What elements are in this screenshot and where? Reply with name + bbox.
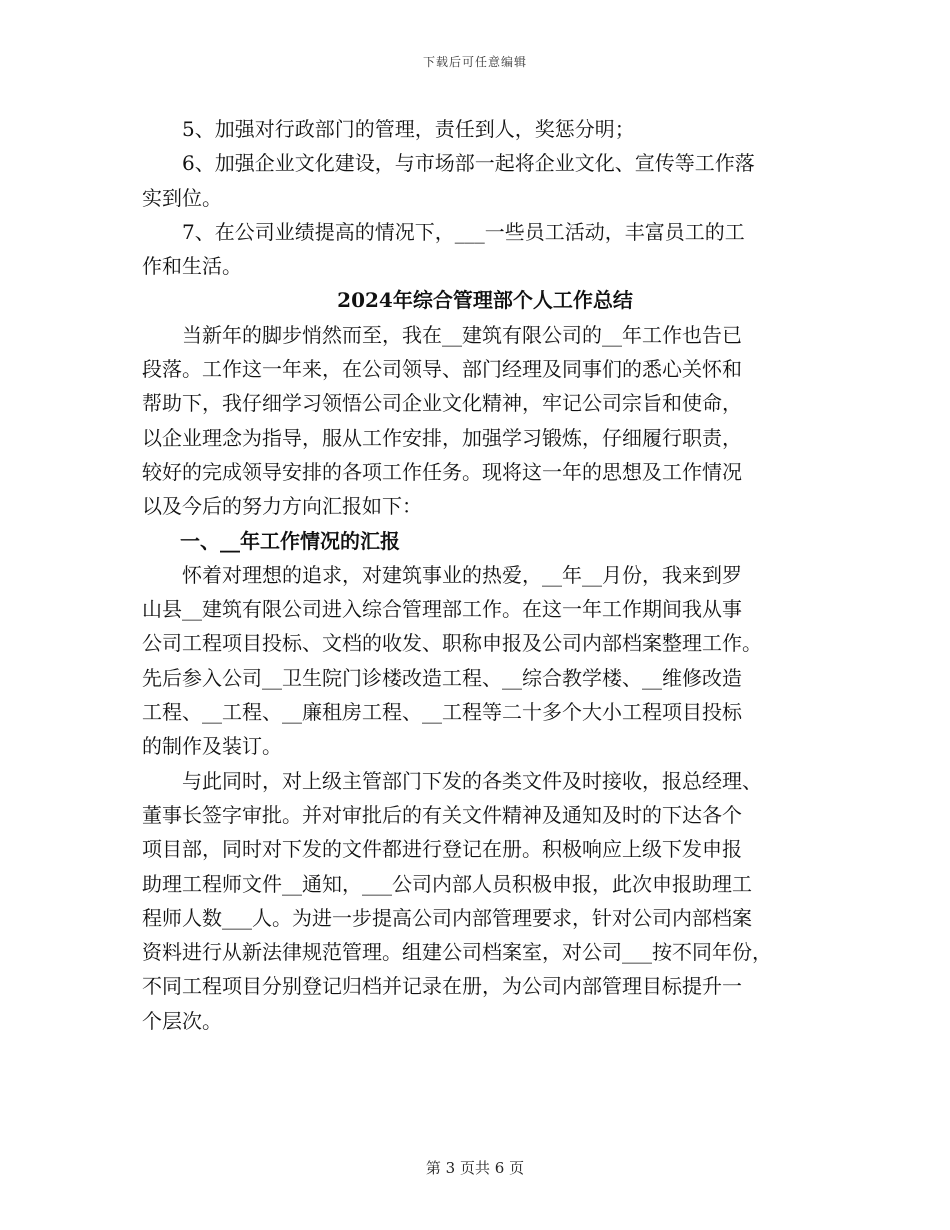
- paragraph-line: 的制作及装订。: [142, 734, 282, 759]
- paragraph-line: 项目部，同时对下发的文件都进行登记在册。积极响应上级下发申报: [142, 837, 742, 862]
- paragraph-line: 程师人数___人。为进一步提高公司内部管理要求，针对公司内部档案: [142, 905, 752, 930]
- paragraph-line: 5、加强对行政部门的管理，责任到人，奖惩分明；: [182, 117, 635, 141]
- paragraph-line: 工程、__工程、__廉租房工程、__工程等二十多个大小工程项目投标: [142, 700, 742, 725]
- paragraph-line: 实到位。: [142, 185, 222, 210]
- paragraph-line: 公司工程项目投标、文档的收发、职称申报及公司内部档案整理工作。: [142, 631, 762, 656]
- paragraph-line: 助理工程师文件__通知，___公司内部人员积极申报，此次申报助理工: [142, 871, 752, 896]
- paragraph-line: 作和生活。: [142, 254, 242, 279]
- paragraph-line: 以企业理念为指导，服从工作安排，加强学习锻炼，仔细履行职责，: [142, 425, 742, 450]
- page-footer: 第 3 页共 6 页: [425, 1159, 525, 1177]
- subsection-heading: 一、__年工作情况的汇报: [180, 528, 400, 553]
- paragraph-line: 先后参入公司__卫生院门诊楼改造工程、__综合教学楼、__维修改造: [142, 665, 742, 690]
- page-header: 下载后可任意编辑: [422, 55, 527, 69]
- paragraph-line: 董事长签字审批。并对审批后的有关文件精神及通知及时的下达各个: [142, 802, 742, 827]
- paragraph-line: 7、在公司业绩提高的情况下，___一些员工活动，丰富员工的工: [182, 219, 745, 244]
- paragraph-line: 与此同时，对上级主管部门下发的各类文件及时接收，报总经理、: [182, 768, 762, 793]
- paragraph-line: 段落。工作这一年来，在公司领导、部门经理及同事们的悉心关怀和: [142, 357, 742, 382]
- section-title: 2024年综合管理部个人工作总结: [337, 288, 633, 313]
- paragraph-line: 以及今后的努力方向汇报如下：: [142, 494, 422, 519]
- paragraph-line: 怀着对理想的追求，对建筑事业的热爱，__年__月份，我来到罗: [182, 562, 742, 587]
- paragraph-line: 不同工程项目分别登记归档并记录在册，为公司内部管理目标提升一: [142, 974, 742, 999]
- paragraph-line: 资料进行从新法律规范管理。组建公司档案室，对公司___按不同年份，: [142, 940, 772, 965]
- document-body: [142, 112, 808, 1038]
- paragraph-line: 山县__建筑有限公司进入综合管理部工作。在这一年工作期间我从事: [142, 597, 742, 622]
- paragraph-line: 个层次。: [142, 1008, 222, 1033]
- paragraph-line: 6、加强企业文化建设，与市场部一起将企业文化、宣传等工作落: [182, 151, 755, 176]
- paragraph-line: 帮助下，我仔细学习领悟公司企业文化精神，牢记公司宗旨和使命，: [142, 391, 742, 416]
- paragraph-line: 较好的完成领导安排的各项工作任务。现将这一年的思想及工作情况: [142, 459, 742, 484]
- paragraph-line: 当新年的脚步悄然而至，我在__建筑有限公司的__年工作也告已: [182, 322, 742, 347]
